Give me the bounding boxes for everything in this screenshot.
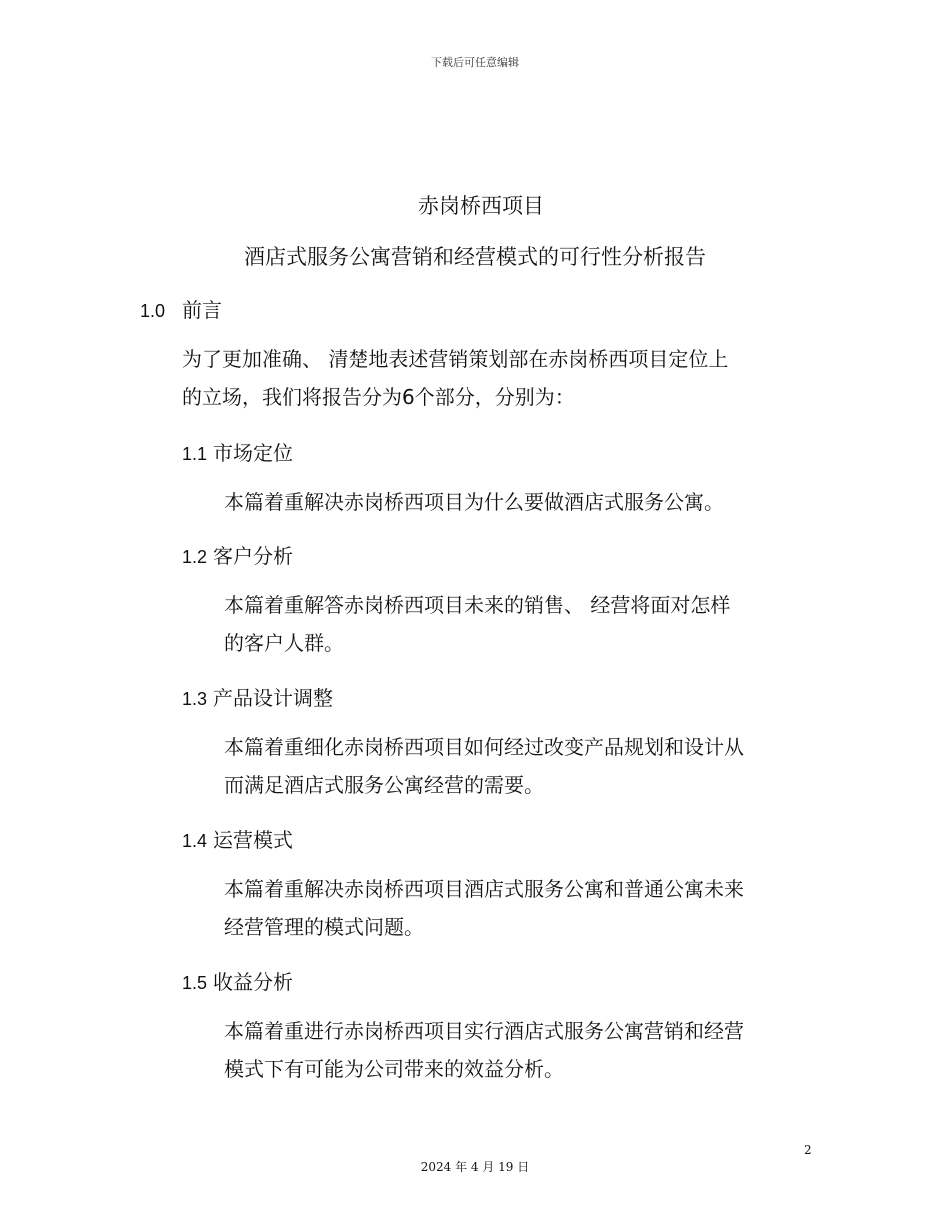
document-subtitle: 酒店式服务公寓营销和经营模式的可行性分析报告 bbox=[244, 245, 706, 269]
subsection-heading bbox=[182, 824, 293, 853]
subsection-title: 客户分析 bbox=[213, 544, 294, 568]
section-title: 前言 bbox=[182, 298, 222, 322]
subsection-description bbox=[224, 728, 824, 804]
page-header: 下载后可任意编辑 bbox=[431, 56, 519, 69]
description-line: 模式下有可能为公司带来的效益分析。 bbox=[224, 1057, 564, 1081]
subsection-heading bbox=[182, 437, 293, 466]
subsection-heading bbox=[182, 540, 293, 569]
subsection-title: 市场定位 bbox=[213, 441, 294, 465]
page-footer-date: 2024 年 4 月 19 日 bbox=[420, 1160, 530, 1174]
subsection-title: 产品设计调整 bbox=[213, 686, 334, 710]
subsection-description bbox=[224, 1012, 824, 1088]
subsection-number: 1.2 bbox=[182, 547, 208, 567]
description-line: 的客户人群。 bbox=[224, 631, 344, 655]
description-line: 本篇着重解决赤岗桥西项目为什么要做酒店式服务公寓。 bbox=[224, 490, 724, 514]
description-line: 本篇着重细化赤岗桥西项目如何经过改变产品规划和设计从 bbox=[224, 735, 744, 759]
description-line: 而满足酒店式服务公寓经营的需要。 bbox=[224, 773, 544, 797]
intro-paragraph bbox=[182, 340, 822, 416]
subsection-description bbox=[224, 586, 824, 662]
section-heading bbox=[140, 294, 222, 323]
subsection-number: 1.1 bbox=[182, 444, 208, 464]
subsection-number: 1.5 bbox=[182, 973, 208, 993]
description-line: 本篇着重进行赤岗桥西项目实行酒店式服务公寓营销和经营 bbox=[224, 1019, 744, 1043]
document-title: 赤岗桥西项目 bbox=[418, 194, 544, 218]
intro-line: 的立场，我们将报告分为6个部分，分别为： bbox=[182, 385, 575, 409]
subsection-description bbox=[224, 483, 824, 521]
subsection-title: 收益分析 bbox=[213, 970, 294, 994]
subsection-heading bbox=[182, 682, 333, 711]
description-line: 本篇着重解决赤岗桥西项目酒店式服务公寓和普通公寓未来 bbox=[224, 877, 744, 901]
subsection-number: 1.3 bbox=[182, 689, 208, 709]
intro-line: 为了更加准确、 清楚地表述营销策划部在赤岗桥西项目定位上 bbox=[182, 347, 729, 371]
page-number: 2 bbox=[804, 1143, 812, 1157]
subsection-title: 运营模式 bbox=[213, 828, 294, 852]
section-number: 1.0 bbox=[140, 301, 166, 321]
subsection-heading bbox=[182, 966, 293, 995]
subsection-description bbox=[224, 870, 824, 946]
subsection-number: 1.4 bbox=[182, 831, 208, 851]
description-line: 本篇着重解答赤岗桥西项目未来的销售、 经营将面对怎样 bbox=[224, 593, 731, 617]
description-line: 经营管理的模式问题。 bbox=[224, 915, 424, 939]
